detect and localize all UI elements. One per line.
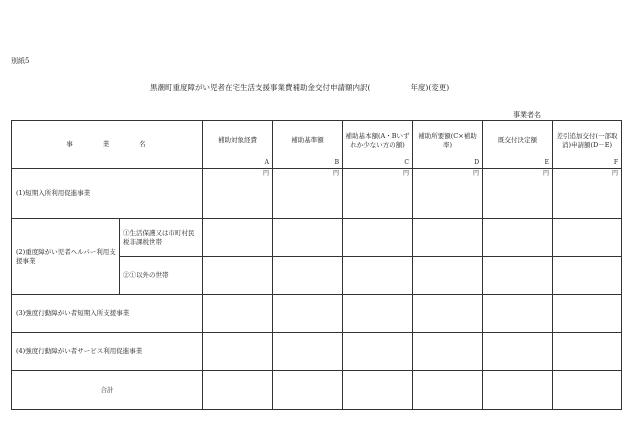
col-header-d — [413, 121, 483, 169]
amount-cell-f — [553, 295, 622, 333]
amount-cell-b — [273, 257, 343, 295]
amount-cell-f — [553, 257, 622, 295]
row-total — [12, 371, 622, 410]
amount-cell-a — [203, 169, 273, 219]
amount-cell-f — [553, 169, 622, 219]
row-label: (2)重度障がい児者ヘルパー利用支援事業 — [12, 219, 120, 295]
row-label: (1)短期入所利用促進事業 — [12, 169, 203, 219]
col-letter-c: C — [404, 159, 409, 167]
amount-cell-b — [273, 169, 343, 219]
row-severe-behavior-short-stay — [12, 295, 622, 333]
amount-cell-b — [273, 333, 343, 371]
sub-row-label: ①生活保護又は市町村民税非課税世帯 — [120, 219, 203, 257]
amount-cell-b — [273, 371, 343, 410]
col-header-f-label: 差引追加交付(一部取消)申請額(D－E) — [556, 132, 618, 149]
col-header-b — [273, 121, 343, 169]
amount-cell-c — [343, 257, 413, 295]
amount-cell-d — [413, 169, 483, 219]
amount-cell-e — [483, 169, 553, 219]
row-label: (4)強度行動障がい者サービス利用促進事業 — [12, 333, 203, 371]
amount-cell-d — [413, 333, 483, 371]
amount-cell-e — [483, 371, 553, 410]
amount-cell-a — [203, 219, 273, 257]
document-title — [150, 82, 449, 93]
amount-cell-f — [553, 371, 622, 410]
col-header-a-label: 補助対象経費 — [218, 136, 257, 145]
col-header-b-label: 補助基準額 — [291, 136, 324, 145]
col-header-d-label: 補助所要額(C×補助率) — [418, 132, 477, 149]
amount-cell-f — [553, 333, 622, 371]
amount-cell-c — [343, 295, 413, 333]
amount-cell-a — [203, 295, 273, 333]
row-short-stay-promotion — [12, 169, 622, 219]
col-letter-e: E — [544, 159, 549, 167]
amount-cell-f — [553, 219, 622, 257]
col-header-a — [203, 121, 273, 169]
col-header-c-label: 補助基本額(A・Bいずれか少ない方の額) — [345, 132, 410, 149]
yen-unit: 円 — [402, 170, 409, 177]
amount-cell-b — [273, 219, 343, 257]
amount-cell-a — [203, 333, 273, 371]
yen-unit: 円 — [262, 170, 269, 177]
amount-cell-e — [483, 295, 553, 333]
col-header-f — [553, 121, 622, 169]
col-letter-a: A — [264, 159, 269, 167]
amount-cell-a — [203, 371, 273, 410]
col-letter-d: D — [474, 159, 479, 167]
total-label: 合計 — [12, 371, 203, 410]
amount-cell-c — [343, 371, 413, 410]
amount-cell-c — [343, 169, 413, 219]
amount-cell-c — [343, 333, 413, 371]
col-letter-b: B — [334, 159, 339, 167]
amount-cell-a — [203, 257, 273, 295]
col-header-e — [483, 121, 553, 169]
title-left: 黒潮町重度障がい児者在宅生活支援事業費補助金交付申請額内訳( — [150, 83, 371, 92]
operator-label: 事業者名 — [513, 111, 541, 119]
amount-cell-d — [413, 295, 483, 333]
amount-cell-e — [483, 333, 553, 371]
yen-unit: 円 — [611, 170, 618, 177]
col-letter-f: F — [613, 159, 618, 167]
amount-cell-e — [483, 257, 553, 295]
amount-cell-b — [273, 295, 343, 333]
col-header-c — [343, 121, 413, 169]
amount-cell-c — [343, 219, 413, 257]
row-label: (3)強度行動障がい者短期入所支援事業 — [12, 295, 203, 333]
amount-cell-e — [483, 219, 553, 257]
yen-unit: 円 — [472, 170, 479, 177]
application-breakdown-table — [11, 120, 622, 410]
annex-label: 別紙5 — [11, 57, 30, 65]
amount-cell-d — [413, 371, 483, 410]
amount-cell-d — [413, 257, 483, 295]
sub-row-label: ②①以外の世帯 — [120, 257, 203, 295]
row-severe-behavior-service — [12, 333, 622, 371]
header-row — [12, 121, 622, 169]
title-right: 年度)(変更) — [410, 83, 450, 92]
business-name-header: 事業名 — [12, 121, 203, 169]
col-header-e-label: 既交付決定額 — [498, 136, 537, 145]
row-helper-support-a — [12, 219, 622, 257]
yen-unit: 円 — [332, 170, 339, 177]
yen-unit: 円 — [542, 170, 549, 177]
amount-cell-d — [413, 219, 483, 257]
